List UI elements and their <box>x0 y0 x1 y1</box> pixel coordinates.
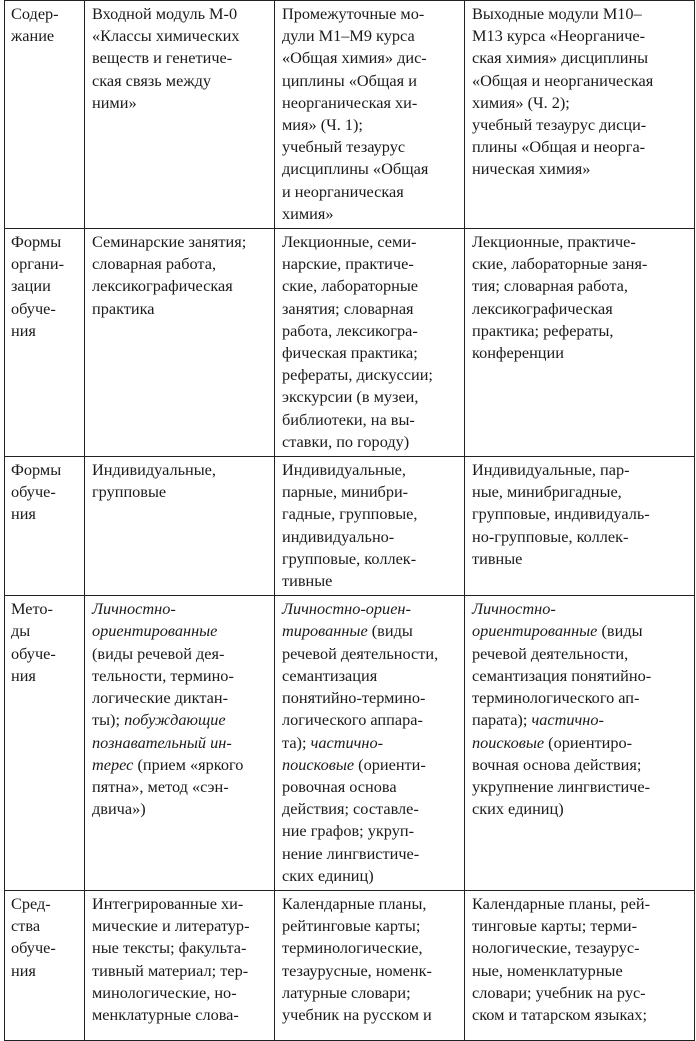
cell-text: Лекционные, практиче- ские, лабораторные заня- тия; словарная работа, лексикографическая практика; рефераты, конференции <box>472 232 648 363</box>
row-label: Формы обуче- ния <box>5 457 85 596</box>
table-row <box>5 1 695 229</box>
table-cell <box>275 457 465 596</box>
table-cell <box>465 596 695 891</box>
cell-text: Индивидуальные, групповые <box>92 460 216 502</box>
method-term: Личностно- ориентированные <box>92 599 218 641</box>
method-term: Личностно-ориен- тированные <box>282 599 411 641</box>
table-cell <box>465 1 695 229</box>
method-term: частично- поисковые <box>282 732 384 774</box>
method-term: Личностно- ориентированные <box>472 599 598 641</box>
table-cell <box>275 890 465 1040</box>
table-cell <box>85 596 275 891</box>
table-cell <box>275 1 465 229</box>
table-row <box>5 596 695 891</box>
cell-text: (ориентиро- вочная основа действия; укрупнение лингвистиче- ских единиц) <box>472 732 651 819</box>
table-cell <box>465 229 695 457</box>
table-cell <box>85 890 275 1040</box>
cell-text: Семинарские занятия; словарная работа, лексикографическая практика <box>92 232 247 318</box>
cell-text: Промежуточные мо- дули М1–М9 курса «Общая химия» дис- циплины «Общая и неорганическая хи- мия» (Ч. 1); учебный тезаурус дисциплины «Общая и неорганическая химия» <box>282 4 429 223</box>
curriculum-table <box>4 0 695 1041</box>
cell-text: Календарные планы, рейтинговые карты; терминологические, тезаурусные, номенк- латурные словари; учебник на русском и <box>282 893 432 1024</box>
table-cell <box>465 457 695 596</box>
row-label: Формы органи- зации обуче- ния <box>5 229 85 457</box>
cell-text: Интегрированные хи- мические и литератур- ные тексты; факульта- тивный материал; тер- минологические, но- менклатурные слова- <box>92 893 250 1024</box>
cell-text: Календарные планы, рей- тинговые карты; терми- нологические, тезаурус- ные, номенклатурные словари; учебник на рус- ском и татарском языках; <box>472 893 651 1024</box>
table-cell <box>275 596 465 891</box>
table-row <box>5 229 695 457</box>
cell-text: (прием «яркого пятна», метод «сэн- двича») <box>92 754 244 819</box>
table-cell <box>85 1 275 229</box>
cell-text: Входной модуль М-0 «Классы химических веществ и генетиче- ская связь между ними» <box>92 4 240 112</box>
table-row <box>5 890 695 1040</box>
cell-text: Индивидуальные, пар- ные, минибригадные, групповые, индивидуаль- но-групповые, коллек- тивные <box>472 460 650 568</box>
table-cell <box>465 890 695 1040</box>
method-term: побуждающие познавательный ин- терес <box>92 710 232 774</box>
table-cell <box>85 229 275 457</box>
row-label: Сред- ства обуче- ния <box>5 890 85 1040</box>
cell-text: (ориенти- ровочная основа действия; составле- ние графов; укруп- нение лингвистиче- ских единиц) <box>282 754 426 885</box>
cell-text: (виды речевой деятельности, семантизация понятийно-термино- логического аппара- та); <box>282 621 439 752</box>
cell-text: Индивидуальные, парные, минибри- гадные, групповые, индивидуально- групповые, коллек- тивные <box>282 460 418 591</box>
cell-text: Выходные модули М10– М13 курса «Неорганиче- ская химия» дисциплины «Общая и неорганическая химия» (Ч. 2); учебный тезаурус дисци- плины «Общая и неорга- ническая химия» <box>472 4 654 179</box>
row-label: Содер- жание <box>5 1 85 229</box>
cell-text: (виды речевой деятельности, семантизация понятийно- терминологического ап- парата); <box>472 621 652 730</box>
cell-text: Лекционные, семи- нарские, практиче- ские, лабораторные занятия; словарная работа, лексикогра- фическая практика; рефераты, дискуссии; экскурсии (в музеи, библиотеки, на вы- ставки, по городу) <box>282 232 433 451</box>
method-term: частично- поисковые <box>472 710 604 752</box>
row-label: Мето- ды обуче- ния <box>5 596 85 891</box>
table-cell <box>275 229 465 457</box>
cell-text: (виды речевой дея- тельности, термино- логические диктан- ты); <box>92 643 234 730</box>
table-row <box>5 457 695 596</box>
table-cell <box>85 457 275 596</box>
